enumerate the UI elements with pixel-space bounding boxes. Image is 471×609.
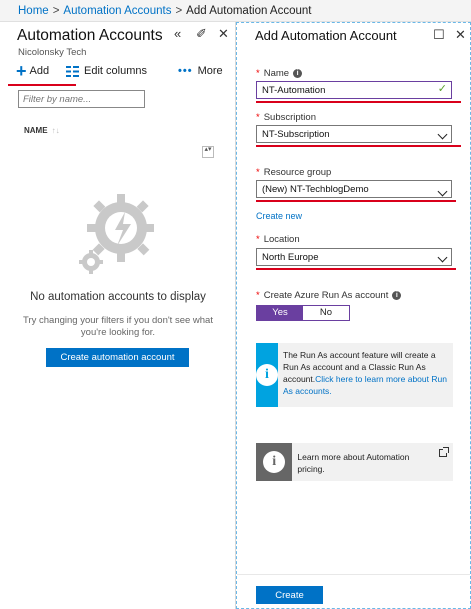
required-marker: *: [256, 167, 260, 178]
blade-subtitle: Nicolonsky Tech: [18, 47, 87, 58]
breadcrumb-separator: >: [175, 5, 183, 17]
highlight-underline: [256, 268, 456, 270]
info-circle-icon: i: [263, 451, 285, 473]
column-header-label: NAME: [24, 126, 48, 135]
close-icon[interactable]: ✕: [455, 27, 466, 42]
run-as-toggle: [256, 305, 350, 321]
name-value: NT-Automation: [262, 85, 326, 96]
breadcrumb-separator: >: [52, 5, 60, 17]
highlight-underline: [256, 145, 461, 147]
create-automation-account-button[interactable]: Create automation account: [46, 348, 189, 367]
run-as-no-option[interactable]: No: [303, 306, 349, 320]
subscription-value: NT-Subscription: [262, 129, 330, 140]
maximize-icon[interactable]: ☐: [433, 27, 445, 42]
edit-columns-label: Edit columns: [84, 65, 147, 77]
blade-title: Add Automation Account: [255, 28, 397, 43]
blade-toolbar: [8, 60, 228, 82]
run-as-info-body: The Run As account feature will create a Run As account and a Classic Run As account.: [283, 350, 436, 384]
required-marker: *: [256, 234, 260, 245]
breadcrumb-automation-accounts[interactable]: Automation Accounts: [63, 5, 172, 17]
pin-icon[interactable]: ✐: [196, 26, 207, 41]
subscription-select[interactable]: [256, 125, 452, 143]
add-automation-account-blade: [236, 22, 471, 609]
more-label: More: [197, 65, 223, 77]
pricing-info-box[interactable]: [256, 443, 453, 481]
name-field[interactable]: [256, 81, 452, 99]
subscription-label: [256, 112, 316, 123]
automation-accounts-blade: [0, 22, 236, 609]
info-circle-icon: i: [256, 364, 278, 386]
external-link-icon: [439, 449, 447, 457]
blade-title: Automation Accounts: [17, 27, 163, 44]
info-icon[interactable]: i: [293, 69, 302, 78]
run-as-label-text: Create Azure Run As account: [263, 290, 389, 301]
info-strip: [256, 443, 292, 481]
checkmark-icon: ✓: [437, 83, 447, 95]
run-as-info-text: [278, 343, 453, 407]
run-as-yes-option[interactable]: Yes: [257, 306, 303, 320]
chevron-down-icon: [438, 253, 448, 263]
resource-group-label-text: Resource group: [263, 167, 332, 178]
edit-columns-button[interactable]: [66, 60, 147, 82]
info-icon[interactable]: i: [392, 291, 401, 300]
add-button-label: Add: [29, 65, 50, 77]
required-marker: *: [256, 290, 260, 301]
name-label: [256, 68, 302, 79]
sort-icon: ↑↓: [51, 126, 60, 135]
run-as-label: [256, 290, 401, 301]
name-label-text: Name: [263, 68, 290, 79]
more-icon: •••: [178, 65, 193, 77]
empty-state-description: Try changing your filters if you don't see what you're looking for.: [23, 315, 213, 338]
collapse-icon[interactable]: «: [174, 26, 182, 41]
breadcrumb-current: Add Automation Account: [186, 5, 312, 17]
create-button[interactable]: Create: [256, 586, 323, 604]
automation-gear-icon: [75, 184, 155, 279]
run-as-info-box: [256, 343, 453, 407]
create-new-link[interactable]: Create new: [256, 211, 303, 221]
highlight-underline: [256, 101, 461, 103]
required-marker: *: [256, 68, 260, 79]
filter-input[interactable]: [18, 90, 145, 108]
footer-divider: [237, 574, 470, 575]
info-strip: [256, 343, 278, 407]
chevron-down-icon: [438, 187, 448, 197]
required-marker: *: [256, 112, 260, 123]
resource-group-label: [256, 167, 331, 178]
plus-icon: +: [16, 61, 27, 81]
subscription-label-text: Subscription: [263, 112, 316, 123]
highlight-underline: [256, 200, 456, 202]
location-value: North Europe: [262, 252, 319, 263]
column-header-name[interactable]: [24, 126, 60, 135]
close-icon[interactable]: ✕: [218, 26, 229, 41]
more-button[interactable]: [178, 60, 223, 82]
run-as-learn-more-link[interactable]: Click here to learn more about Run As accounts.: [283, 374, 447, 396]
chevron-down-icon: [438, 130, 448, 140]
breadcrumb: [0, 0, 471, 22]
pricing-info-text: Learn more about Automation pricing.: [297, 452, 410, 474]
empty-state-title: No automation accounts to display: [30, 291, 206, 303]
scroll-stepper-icon[interactable]: ▴▾: [202, 146, 214, 158]
resource-group-select[interactable]: [256, 180, 452, 198]
location-label: [256, 234, 300, 245]
breadcrumb-home[interactable]: Home: [18, 5, 49, 17]
highlight-underline: [8, 84, 76, 86]
columns-icon: [66, 66, 79, 77]
resource-group-value: (New) NT-TechblogDemo: [262, 184, 369, 195]
location-label-text: Location: [263, 234, 300, 245]
add-button[interactable]: [16, 60, 49, 82]
location-select[interactable]: [256, 248, 452, 266]
